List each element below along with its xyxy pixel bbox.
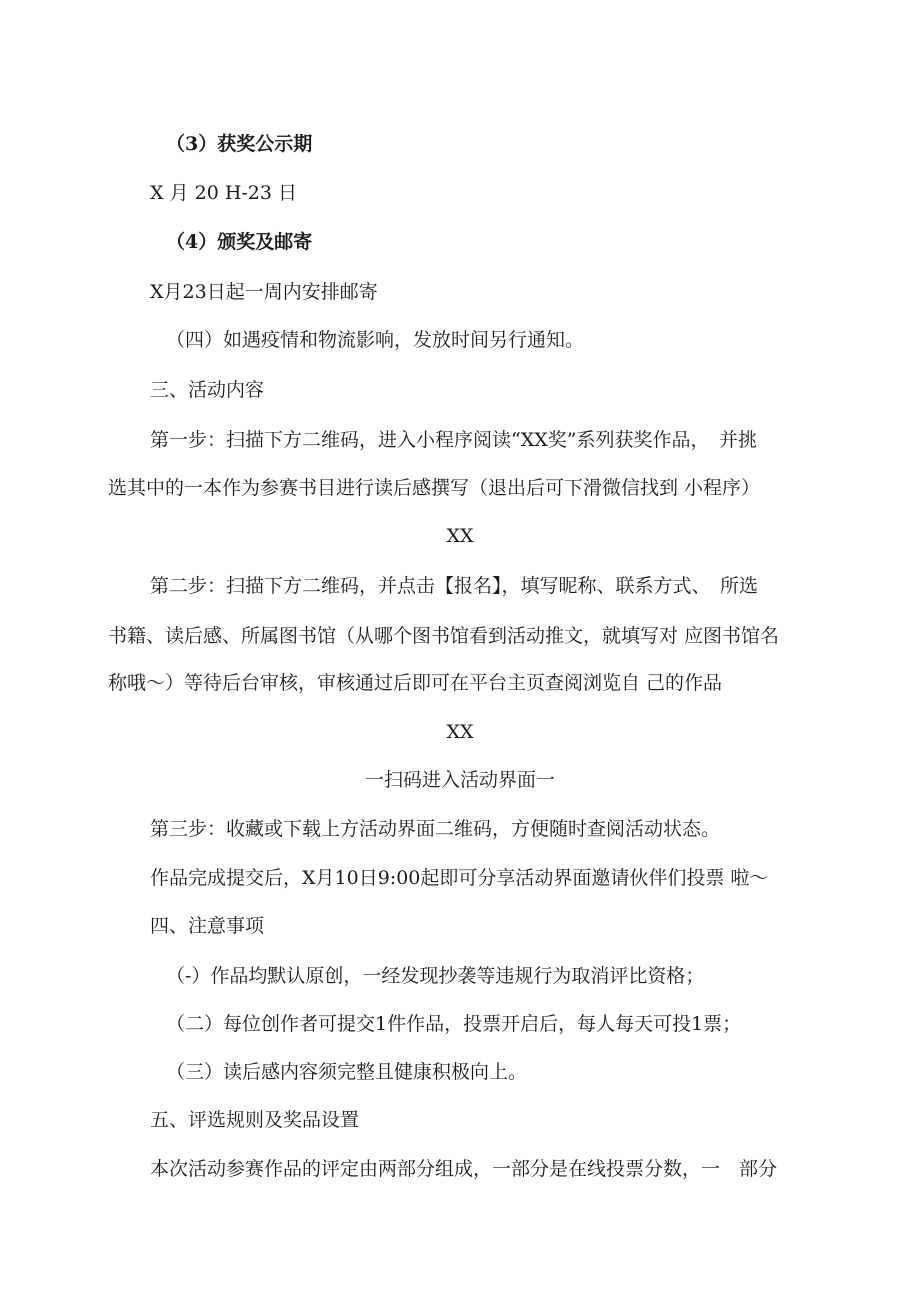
paragraph-step2-line2: 书籍、读后感、所属图书馆（从哪个图书馆看到活动推文，就填写对 应图书馆名	[108, 625, 780, 647]
paragraph-step2-line1: 第二步：扫描下方二维码，并点击【报名】，填写昵称、联系方式、 所选	[150, 575, 759, 597]
paragraph-voting-share: 作品完成提交后，X月10日9:00起即可分享活动界面邀请伙伴们投票 啦～	[150, 867, 769, 889]
section-heading-activity: 三、活动内容	[150, 379, 265, 401]
note-item-2: （二）每位创作者可提交1件作品，投票开启后，每人每天可投1票；	[166, 1013, 742, 1035]
text-epidemic-notice: （四）如遇疫情和物流影响，发放时间另行通知。	[166, 329, 585, 351]
qr-placeholder-2: XX	[446, 721, 474, 743]
subheading-award-mailing: （4）颁奖及邮寄	[166, 231, 313, 253]
text-mailing-date: X月23日起一周内安排邮寄	[150, 281, 378, 303]
paragraph-step1-line1: 第一步：扫描下方二维码，进入小程序阅读“XX奖”系列获奖作品， 并挑	[150, 429, 757, 451]
text-publicity-date: X 月 20 H-23 日	[150, 182, 298, 204]
paragraph-step3: 第三步：收藏或下载上方活动界面二维码，方便随时查阅活动状态。	[150, 818, 721, 840]
section-heading-rules: 五、评选规则及奖品设置	[150, 1109, 360, 1131]
qr-placeholder-1: XX	[446, 525, 474, 547]
paragraph-rules-line1: 本次活动参赛作品的评定由两部分组成，一部分是在线投票分数，一 部分	[150, 1158, 778, 1180]
subheading-award-publicity: （3）获奖公示期	[166, 133, 313, 155]
caption-scan-to-enter: 一扫码进入活动界面一	[364, 769, 555, 791]
paragraph-step2-line3: 称哦～）等待后台审核，审核通过后即可在平台主页查阅浏览自 己的作品	[108, 672, 723, 694]
note-item-1: （-）作品均默认原创，一经发现抄袭等违规行为取消评比资格；	[166, 965, 705, 987]
paragraph-step1-line2: 选其中的一本作为参赛书目进行读后感撰写（退出后可下滑微信找到 小程序）	[108, 477, 761, 499]
note-item-3: （三）读后感内容须完整且健康积极向上。	[166, 1061, 528, 1083]
section-heading-notes: 四、注意事项	[150, 915, 265, 937]
